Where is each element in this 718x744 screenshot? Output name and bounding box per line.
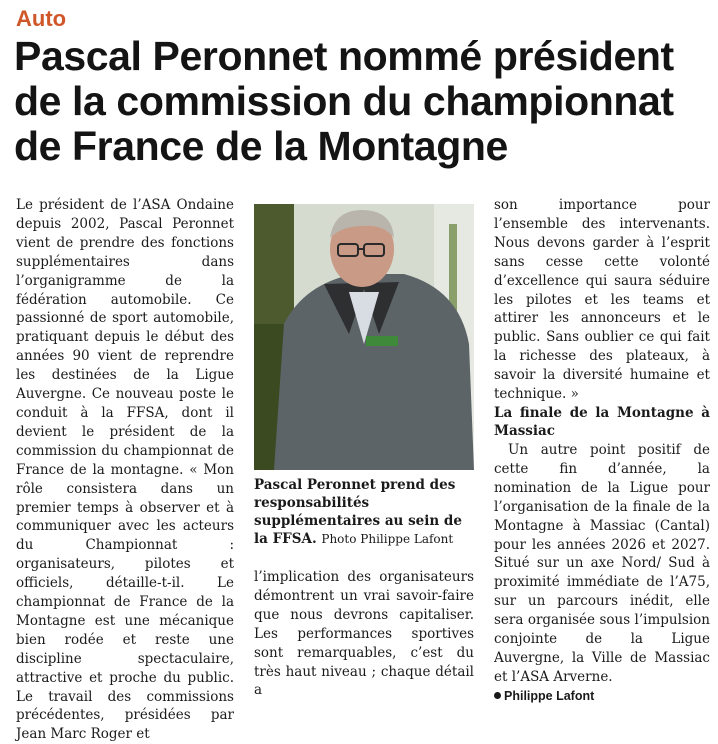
- caption-text: Pascal Peronnet prend des responsabilités supplémentaires au sein de la FFSA.: [254, 477, 462, 547]
- article-photo: [254, 204, 474, 470]
- article-column-1: [16, 196, 234, 744]
- subheading: La finale de la Montagne à Massiac: [494, 404, 710, 440]
- photo-caption: [254, 476, 474, 548]
- body-paragraph: son importance pour l’ensemble des intervenants. Nous devons garder à l’esprit sans cesse cette volonté d’excellence qui saura séduire les pilotes et les teams et attirer les annonceurs et le public. Sans oublier ce qui fait la richesse des plateaux, à savoir la diversité humaine et technique. »: [494, 197, 710, 403]
- photo-credit: Photo Philippe Lafont: [321, 532, 454, 546]
- body-paragraph: Le président de l’ASA Ondaine depuis 2002, Pascal Peronnet vient de prendre des fonctions supplémentaires dans l’organigramme de la fédération automobile. Ce passionné de sport automobile, pratiquant depuis le début des années 90 vient de reprendre les destinées de la Ligue Auvergne. Ce nouveau poste le conduit à la FFSA, dont il devient le président de la commission du championnat de France de la montagne. « Mon rôle consistera dans un premier temps à observer et à communiquer avec les acteurs du Championnat : organisateurs, pilotes et officiels, détaille-t-il. Le championnat de France de la Montagne est une mécanique bien rodée et reste une discipline spectaculaire, attractive et proche du public. Le travail des commissions précédentes, présidées par Jean Marc Roger et: [16, 197, 234, 743]
- byline: [494, 687, 710, 706]
- section-kicker: Auto: [16, 6, 67, 31]
- body-paragraph: l’implication des organisateurs démontrent un vrai savoir-faire que nous devrons capitaliser. Les performances sportives sont remarquables, c’est du très haut niveau ; chaque détail a: [254, 569, 474, 699]
- body-paragraph: Un autre point positif de cette fin d’année, la nomination de la Ligue pour l’organisation de la finale de la Montagne à Massiac (Cantal) pour les années 2026 et 2027. Situé sur un axe Nord/ Sud à proximité immédiate de l’A75, sur un parcours inédit, elle sera organisée sous l’impulsion conjointe de la Ligue Auvergne, la Ville de Massiac et l’ASA Arverne.: [494, 441, 710, 685]
- headline: [14, 34, 714, 169]
- article-column-3: [494, 196, 710, 706]
- article-column-2: [254, 568, 474, 700]
- headline-line-2: de la commission du championnat: [14, 78, 674, 124]
- byline-name: Philippe Lafont: [504, 688, 595, 703]
- headline-line-3: de France de la Montagne: [14, 123, 508, 169]
- byline-bullet-icon: [494, 692, 501, 699]
- headline-line-1: Pascal Peronnet nommé président: [14, 33, 674, 79]
- photo-illustration: [254, 204, 474, 470]
